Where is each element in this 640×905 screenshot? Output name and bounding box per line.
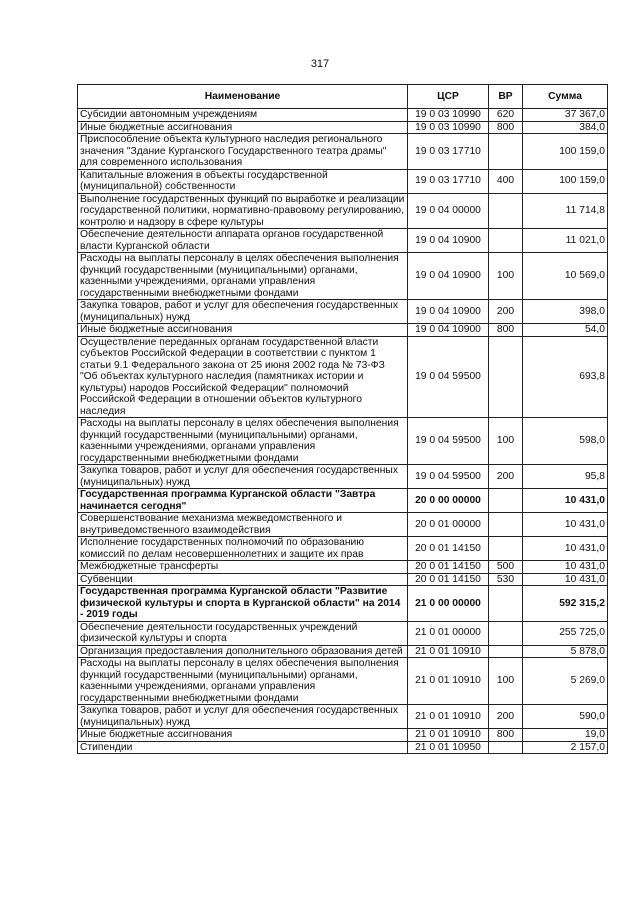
cell-name: Субвенции xyxy=(78,573,408,586)
cell-csr: 21 0 01 10950 xyxy=(408,741,489,754)
cell-name: Закупка товаров, работ и услуг для обеспечения государственных (муниципальных) нужд xyxy=(78,300,408,324)
table-row xyxy=(78,658,608,705)
cell-csr: 20 0 01 14150 xyxy=(408,573,489,586)
table-row xyxy=(78,109,608,122)
table-row xyxy=(78,324,608,337)
cell-csr: 19 0 03 10990 xyxy=(408,121,489,134)
cell-name: Расходы на выплаты персоналу в целях обеспечения выполнения функций государственными (муниципальными) органами, казенными учреждениями, органами управления государственными внебюджетными фондами xyxy=(78,418,408,465)
cell-vr: 200 xyxy=(489,465,523,489)
cell-sum: 590,0 xyxy=(523,705,608,729)
budget-table xyxy=(77,84,608,754)
cell-sum: 384,0 xyxy=(523,121,608,134)
cell-name: Исполнение государственных полномочий по образованию комиссий по делам несовершеннолетних и защите их прав xyxy=(78,537,408,561)
cell-name: Стипендии xyxy=(78,741,408,754)
table-row xyxy=(78,169,608,193)
cell-sum: 10 569,0 xyxy=(523,253,608,300)
cell-csr: 20 0 01 14150 xyxy=(408,561,489,574)
cell-vr xyxy=(489,193,523,229)
table-row xyxy=(78,229,608,253)
cell-sum: 598,0 xyxy=(523,418,608,465)
cell-sum: 5 269,0 xyxy=(523,658,608,705)
cell-sum: 592 315,2 xyxy=(523,586,608,622)
cell-sum: 10 431,0 xyxy=(523,513,608,537)
table-row xyxy=(78,489,608,513)
page-number: 317 xyxy=(310,58,330,70)
table-row xyxy=(78,300,608,324)
cell-vr xyxy=(489,336,523,418)
cell-csr: 21 0 01 10910 xyxy=(408,705,489,729)
cell-name: Расходы на выплаты персоналу в целях обеспечения выполнения функций государственными (муниципальными) органами, казенными учреждениями, органами управления государственными внебюджетными фондами xyxy=(78,253,408,300)
table-row xyxy=(78,253,608,300)
table-row xyxy=(78,705,608,729)
cell-vr: 100 xyxy=(489,658,523,705)
cell-csr: 19 0 03 10990 xyxy=(408,109,489,122)
table-row xyxy=(78,645,608,658)
table-row xyxy=(78,513,608,537)
cell-csr: 19 0 03 17710 xyxy=(408,134,489,170)
header-name: Наименование xyxy=(78,85,408,109)
cell-name: Иные бюджетные ассигнования xyxy=(78,324,408,337)
cell-name: Осуществление переданных органам государственной власти субъектов Российской Федерации в соответствии с пунктом 1 статьи 9.1 Федерального закона от 25 июня 2002 года № 73-ФЗ "Об объектах культурного наследия (памятниках истории и культуры) народов Российской Федерации" полномочий Российской Федерации в отношении объектов культурного наследия xyxy=(78,336,408,418)
cell-csr: 19 0 04 10900 xyxy=(408,229,489,253)
cell-vr: 620 xyxy=(489,109,523,122)
cell-name: Совершенствование механизма межведомственного и внутриведомственного взаимодействия xyxy=(78,513,408,537)
cell-name: Государственная программа Курганской области "Завтра начинается сегодня" xyxy=(78,489,408,513)
cell-name: Закупка товаров, работ и услуг для обеспечения государственных (муниципальных) нужд xyxy=(78,705,408,729)
cell-sum: 95,8 xyxy=(523,465,608,489)
cell-name: Капитальные вложения в объекты государственной (муниципальной) собственности xyxy=(78,169,408,193)
cell-sum: 11 714,8 xyxy=(523,193,608,229)
cell-csr: 19 0 04 00000 xyxy=(408,193,489,229)
cell-name: Межбюджетные трансферты xyxy=(78,561,408,574)
cell-vr: 100 xyxy=(489,418,523,465)
cell-name: Государственная программа Курганской области "Развитие физической культуры и спорта в Курганской области" на 2014 - 2019 годы xyxy=(78,586,408,622)
cell-sum: 19,0 xyxy=(523,729,608,742)
cell-vr: 800 xyxy=(489,121,523,134)
cell-sum: 255 725,0 xyxy=(523,621,608,645)
cell-csr: 21 0 01 00000 xyxy=(408,621,489,645)
table-row xyxy=(78,134,608,170)
cell-sum: 10 431,0 xyxy=(523,561,608,574)
table-row xyxy=(78,121,608,134)
cell-sum: 2 157,0 xyxy=(523,741,608,754)
cell-csr: 21 0 01 10910 xyxy=(408,645,489,658)
cell-sum: 5 878,0 xyxy=(523,645,608,658)
cell-sum: 54,0 xyxy=(523,324,608,337)
cell-vr xyxy=(489,586,523,622)
cell-vr: 500 xyxy=(489,561,523,574)
table-row xyxy=(78,418,608,465)
table-header-row xyxy=(78,85,608,109)
table-row xyxy=(78,621,608,645)
table-row xyxy=(78,537,608,561)
cell-csr: 21 0 01 10910 xyxy=(408,729,489,742)
cell-csr: 19 0 04 59500 xyxy=(408,336,489,418)
cell-csr: 19 0 04 10900 xyxy=(408,300,489,324)
cell-vr xyxy=(489,741,523,754)
cell-name: Субсидии автономным учреждениям xyxy=(78,109,408,122)
header-sum: Сумма xyxy=(523,85,608,109)
table-row xyxy=(78,741,608,754)
cell-vr xyxy=(489,489,523,513)
table-row xyxy=(78,573,608,586)
cell-vr: 100 xyxy=(489,253,523,300)
cell-vr: 800 xyxy=(489,324,523,337)
cell-sum: 37 367,0 xyxy=(523,109,608,122)
cell-csr: 20 0 01 00000 xyxy=(408,513,489,537)
table-row xyxy=(78,729,608,742)
cell-vr xyxy=(489,134,523,170)
cell-name: Обеспечение деятельности государственных учреждений физической культуры и спорта xyxy=(78,621,408,645)
cell-csr: 19 0 04 59500 xyxy=(408,465,489,489)
table-row xyxy=(78,561,608,574)
cell-vr: 800 xyxy=(489,729,523,742)
cell-sum: 11 021,0 xyxy=(523,229,608,253)
cell-sum: 398,0 xyxy=(523,300,608,324)
cell-vr: 530 xyxy=(489,573,523,586)
cell-csr: 19 0 03 17710 xyxy=(408,169,489,193)
cell-name: Расходы на выплаты персоналу в целях обеспечения выполнения функций государственными (муниципальными) органами, казенными учреждениями, органами управления государственными внебюджетными фондами xyxy=(78,658,408,705)
table-row xyxy=(78,586,608,622)
cell-csr: 20 0 00 00000 xyxy=(408,489,489,513)
cell-sum: 693,8 xyxy=(523,336,608,418)
cell-csr: 19 0 04 59500 xyxy=(408,418,489,465)
cell-sum: 10 431,0 xyxy=(523,537,608,561)
cell-name: Выполнение государственных функций по выработке и реализации государственной политики, нормативно-правовому регулированию, контролю и надзору в сфере культуры xyxy=(78,193,408,229)
cell-vr xyxy=(489,513,523,537)
cell-vr: 200 xyxy=(489,705,523,729)
cell-sum: 10 431,0 xyxy=(523,573,608,586)
cell-sum: 10 431,0 xyxy=(523,489,608,513)
cell-sum: 100 159,0 xyxy=(523,134,608,170)
cell-vr xyxy=(489,537,523,561)
cell-name: Приспособление объекта культурного наследия регионального значения "Здание Курганского Государственного театра драмы" для современного использования xyxy=(78,134,408,170)
cell-csr: 19 0 04 10900 xyxy=(408,324,489,337)
cell-csr: 20 0 01 14150 xyxy=(408,537,489,561)
table-row xyxy=(78,336,608,418)
cell-name: Обеспечение деятельности аппарата органов государственной власти Курганской области xyxy=(78,229,408,253)
cell-name: Закупка товаров, работ и услуг для обеспечения государственных (муниципальных) нужд xyxy=(78,465,408,489)
cell-vr: 200 xyxy=(489,300,523,324)
cell-vr: 400 xyxy=(489,169,523,193)
cell-csr: 19 0 04 10900 xyxy=(408,253,489,300)
cell-name: Организация предоставления дополнительного образования детей xyxy=(78,645,408,658)
cell-vr xyxy=(489,229,523,253)
cell-csr: 21 0 01 10910 xyxy=(408,658,489,705)
cell-vr xyxy=(489,645,523,658)
cell-vr xyxy=(489,621,523,645)
cell-csr: 21 0 00 00000 xyxy=(408,586,489,622)
header-vr: ВР xyxy=(489,85,523,109)
cell-sum: 100 159,0 xyxy=(523,169,608,193)
table-row xyxy=(78,465,608,489)
cell-name: Иные бюджетные ассигнования xyxy=(78,121,408,134)
header-csr: ЦСР xyxy=(408,85,489,109)
cell-name: Иные бюджетные ассигнования xyxy=(78,729,408,742)
table-row xyxy=(78,193,608,229)
